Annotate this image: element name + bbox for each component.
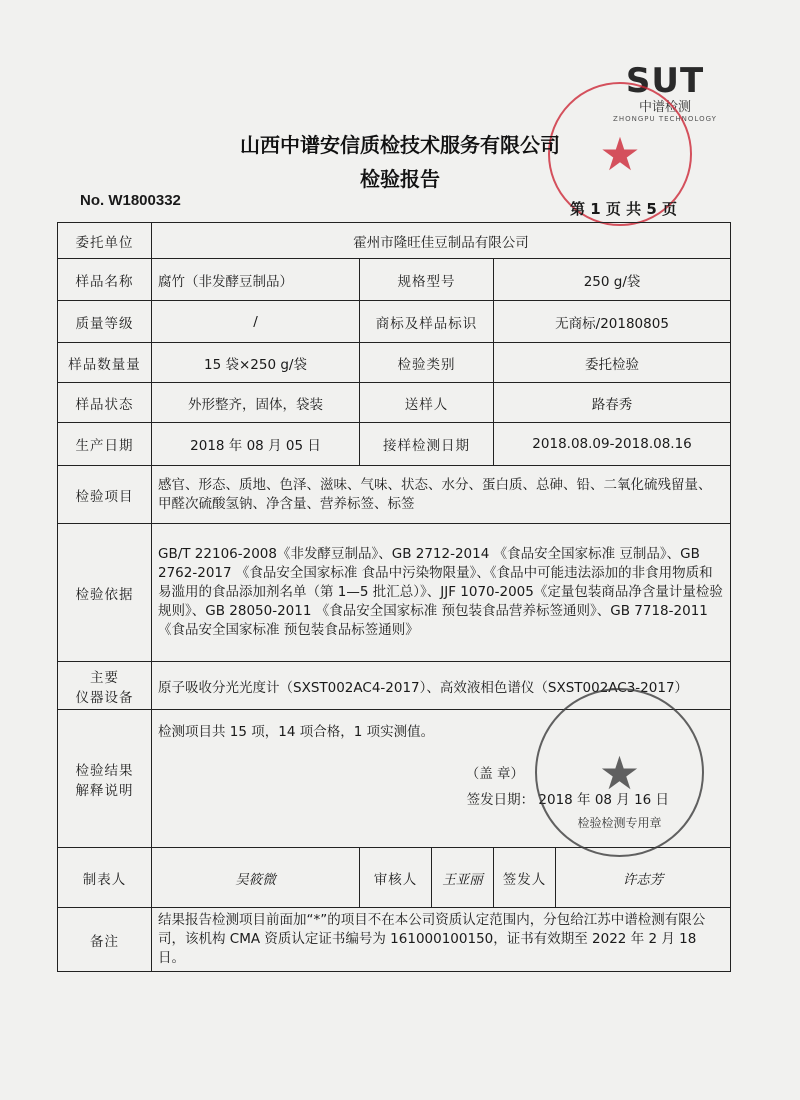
reviewer-label: 审核人 bbox=[360, 848, 432, 908]
issue-date: 签发日期： 2018 年 08 月 16 日 bbox=[466, 792, 670, 808]
equipment-label-line2: 仪器设备 bbox=[75, 689, 134, 706]
spec-value: 250 g/袋 bbox=[494, 259, 731, 301]
sender-label: 送样人 bbox=[360, 383, 494, 423]
sender-value: 路春秀 bbox=[494, 383, 731, 423]
remarks-label: 备注 bbox=[58, 908, 152, 972]
remarks-value: 结果报告检测项目前面加“*”的项目不在本公司资质认定范围内，分包给江苏中谱检测有限公司，该机构 CMA 资质认定证书编号为 161000100150，证书有效期至 2022 年 2 月 18 日。 bbox=[152, 908, 731, 972]
sample-name-label: 样品名称 bbox=[58, 259, 152, 301]
row-grade bbox=[58, 301, 731, 343]
prepared-by-label: 制表人 bbox=[58, 848, 152, 908]
items-label: 检验项目 bbox=[58, 466, 152, 524]
result-value: 检测项目共 15 项，14 项合格，1 项实测值。 bbox=[158, 724, 435, 740]
equipment-value: 原子吸收分光光度计（SXST002AC4-2017）、高效液相色谱仪（SXST002AC3-2017） bbox=[152, 662, 731, 710]
row-sample-name bbox=[58, 259, 731, 301]
quantity-value: 15 袋×250 g/袋 bbox=[152, 343, 360, 383]
issuer-label: 签发人 bbox=[494, 848, 556, 908]
quantity-label: 样品数量量 bbox=[58, 343, 152, 383]
items-value: 感官、形态、质地、色泽、滋味、气味、状态、水分、蛋白质、总砷、铅、二氧化硫残留量、甲醛次硫酸氢钠、净含量、营养标签、标签 bbox=[152, 466, 731, 524]
row-signatures bbox=[58, 848, 731, 908]
grade-label: 质量等级 bbox=[58, 301, 152, 343]
issuing-company: 山西中谱安信质检技术服务有限公司 bbox=[240, 133, 560, 157]
report-table bbox=[57, 222, 731, 972]
reviewer-signature: 王亚丽 bbox=[432, 848, 494, 908]
inspection-type-value: 委托检验 bbox=[494, 343, 731, 383]
test-date-label: 接样检测日期 bbox=[360, 423, 494, 466]
inspection-seal bbox=[535, 688, 704, 857]
report-title: 检验报告 bbox=[360, 167, 440, 191]
result-label-line1: 检验结果 bbox=[75, 762, 134, 779]
row-basis bbox=[58, 524, 731, 662]
brand-value: 无商标/20180805 bbox=[494, 301, 731, 343]
star-icon: ★ bbox=[598, 745, 641, 800]
seal-note: （盖 章） bbox=[465, 766, 525, 782]
issuer-signature: 许志芳 bbox=[556, 848, 731, 908]
equipment-label-line1: 主要 bbox=[90, 669, 119, 686]
client-label: 委托单位 bbox=[58, 223, 152, 259]
star-icon: ★ bbox=[599, 127, 641, 181]
state-value: 外形整齐，固体，袋装 bbox=[152, 383, 360, 423]
grade-value: / bbox=[152, 301, 360, 343]
inspection-type-label: 检验类别 bbox=[360, 343, 494, 383]
spec-label: 规格型号 bbox=[360, 259, 494, 301]
test-date-value: 2018.08.09-2018.08.16 bbox=[494, 423, 731, 466]
basis-value: GB/T 22106-2008《非发酵豆制品》、GB 2712-2014 《食品安全国家标准 豆制品》、GB 2762-2017 《食品安全国家标准 食品中污染物限量》、《食品中可能违法添加的非食用物质和易滥用的食品添加剂名单（第 1—5 批汇总）》、JJF 1070-2005《定量包装商品净含量计量检验规则》、GB 28050-2011 《食品安全国家标准 预包装食品营养标签通则》、GB 7718-2011 《食品安全国家标准 预包装食品标签通则》 bbox=[152, 524, 731, 662]
brand-label: 商标及样品标识 bbox=[360, 301, 494, 343]
production-date-label: 生产日期 bbox=[58, 423, 152, 466]
basis-label: 检验依据 bbox=[58, 524, 152, 662]
equipment-label bbox=[58, 662, 152, 710]
inspection-seal-label: 检验检测专用章 bbox=[577, 816, 662, 830]
result-label bbox=[58, 710, 152, 848]
logo-text: SUT bbox=[625, 61, 705, 101]
row-client bbox=[58, 223, 731, 259]
row-state bbox=[58, 383, 731, 423]
logo-tag: ZHONGPU TECHNOLOGY bbox=[613, 115, 717, 123]
sample-name-value: 腐竹（非发酵豆制品） bbox=[152, 259, 360, 301]
logo-subtitle: 中谱检测 bbox=[638, 100, 691, 115]
row-quantity bbox=[58, 343, 731, 383]
state-label: 样品状态 bbox=[58, 383, 152, 423]
prepared-by-signature: 吴筱微 bbox=[152, 848, 360, 908]
report-number: No. W1800332 bbox=[80, 192, 181, 209]
row-remarks bbox=[58, 908, 731, 972]
row-items bbox=[58, 466, 731, 524]
row-dates bbox=[58, 423, 731, 466]
page-info: 第 1 页 共 5 页 bbox=[570, 200, 677, 218]
result-label-line2: 解释说明 bbox=[75, 782, 134, 799]
production-date-value: 2018 年 08 月 05 日 bbox=[152, 423, 360, 466]
client-value: 霍州市隆旺佳豆制品有限公司 bbox=[152, 223, 731, 259]
